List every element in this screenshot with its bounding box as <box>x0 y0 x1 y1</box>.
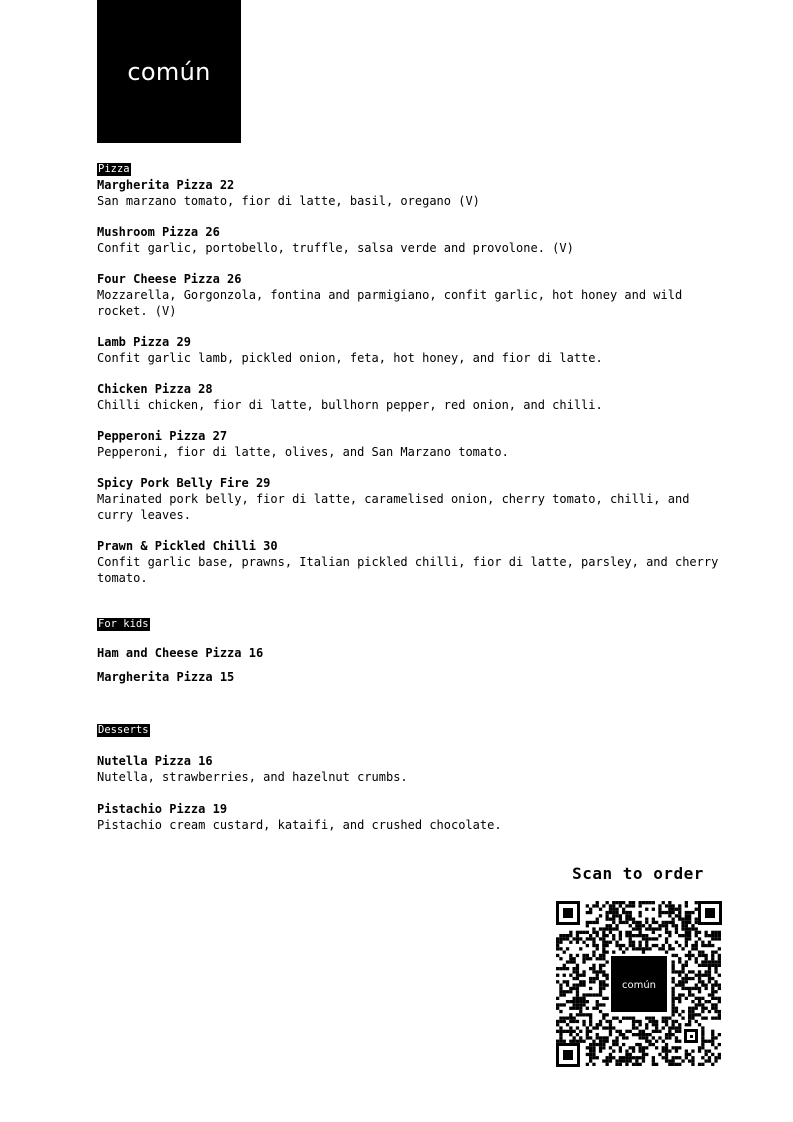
menu-item <box>97 753 725 785</box>
qr-finder-bottom-left <box>556 1043 580 1067</box>
item-description: Marinated pork belly, fior di latte, caramelised onion, cherry tomato, chilli, and curry leaves. <box>97 492 690 522</box>
item-name: Nutella Pizza 16 <box>97 754 213 768</box>
menu-item <box>97 271 725 319</box>
item-description: Confit garlic lamb, pickled onion, feta, hot honey, and fior di latte. <box>97 351 603 365</box>
item-name: Pepperoni Pizza 27 <box>97 429 228 443</box>
section-pizza <box>97 157 725 586</box>
item-description: Mozzarella, Gorgonzola, fontina and parmigiano, confit garlic, hot honey and wild rocket. (V) <box>97 288 683 318</box>
item-name: Prawn & Pickled Chilli 30 <box>97 539 278 553</box>
section-desserts <box>97 718 725 833</box>
item-name: Mushroom Pizza 26 <box>97 225 220 239</box>
item-description: Confit garlic base, prawns, Italian pickled chilli, fior di latte, parsley, and cherry tomato. <box>97 555 719 585</box>
menu-item <box>97 475 725 523</box>
brand-logo <box>97 0 241 143</box>
menu-item <box>97 538 725 586</box>
item-name: Four Cheese Pizza 26 <box>97 272 242 286</box>
menu-item <box>97 645 725 661</box>
item-description: Confit garlic, portobello, truffle, salsa verde and provolone. (V) <box>97 241 574 255</box>
section-kids <box>97 612 725 685</box>
qr-center-logo <box>611 956 667 1012</box>
item-name: Spicy Pork Belly Fire 29 <box>97 476 271 490</box>
qr-finder-top-right <box>698 901 722 925</box>
item-description: Pistachio cream custard, kataifi, and crushed chocolate. <box>97 818 502 832</box>
qr-finder-top-left <box>556 901 580 925</box>
qr-logo-text: común <box>621 980 657 991</box>
menu <box>97 157 725 849</box>
menu-item <box>97 801 725 833</box>
menu-item <box>97 334 725 366</box>
brand-logo-text: común <box>127 57 211 86</box>
item-name: Pistachio Pizza 19 <box>97 802 228 816</box>
menu-item <box>97 669 725 685</box>
qr-finder-bottom-right-alignment <box>684 1029 698 1043</box>
section-title: Desserts <box>98 724 149 736</box>
item-name: Margherita Pizza 15 <box>97 670 235 684</box>
item-name: Ham and Cheese Pizza 16 <box>97 646 264 660</box>
item-name: Margherita Pizza 22 <box>97 178 235 192</box>
menu-item <box>97 177 725 209</box>
item-description: San marzano tomato, fior di latte, basil, oregano (V) <box>97 194 480 208</box>
scan-to-order-label: Scan to order <box>572 864 704 883</box>
menu-item <box>97 428 725 460</box>
menu-item <box>97 224 725 256</box>
menu-item <box>97 381 725 413</box>
qr-code[interactable] <box>556 901 722 1067</box>
item-description: Chilli chicken, fior di latte, bullhorn pepper, red onion, and chilli. <box>97 398 603 412</box>
item-description: Nutella, strawberries, and hazelnut crumbs. <box>97 770 408 784</box>
item-name: Lamb Pizza 29 <box>97 335 191 349</box>
section-title: Pizza <box>98 163 130 175</box>
item-description: Pepperoni, fior di latte, olives, and San Marzano tomato. <box>97 445 509 459</box>
section-title: For kids <box>98 618 149 630</box>
item-name: Chicken Pizza 28 <box>97 382 213 396</box>
